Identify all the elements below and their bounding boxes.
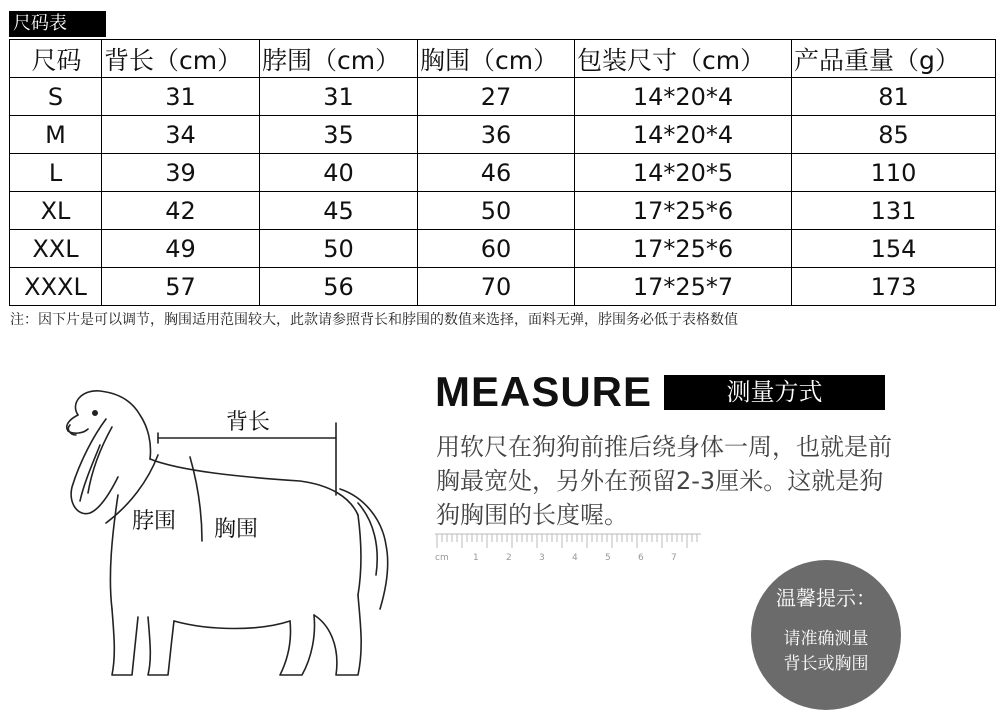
ruler-number: 1 [473, 553, 479, 563]
table-row [10, 154, 996, 192]
tip-line-2: 背长或胸围 [783, 654, 869, 674]
table-row [10, 78, 996, 116]
chest-label: 胸围 [214, 517, 259, 542]
header-weight: 产品重量（g） [792, 40, 996, 78]
cell-package: 14*20*4 [575, 78, 792, 116]
cell-size: XL [10, 192, 102, 230]
table-header-row [10, 40, 996, 78]
table-row [10, 268, 996, 306]
header-package: 包装尺寸（cm） [575, 40, 792, 78]
cell-weight: 85 [792, 116, 996, 154]
cell-chest: 36 [418, 116, 575, 154]
measure-title: MEASURE [435, 368, 653, 415]
cell-chest: 50 [418, 192, 575, 230]
ruler-number: 2 [506, 553, 512, 563]
cell-weight: 81 [792, 78, 996, 116]
ruler-icon [435, 530, 703, 568]
cell-back-length: 39 [102, 154, 260, 192]
header-back-length: 背长（cm） [102, 40, 260, 78]
cell-neck: 35 [260, 116, 418, 154]
cell-neck: 40 [260, 154, 418, 192]
cell-chest: 70 [418, 268, 575, 306]
ruler-number: 7 [671, 553, 677, 563]
header-chest: 胸围（cm） [418, 40, 575, 78]
cell-chest: 60 [418, 230, 575, 268]
measure-method-banner: 测量方式 [664, 375, 885, 410]
cell-size: XXXL [10, 268, 102, 306]
cell-size: XXL [10, 230, 102, 268]
table-row [10, 116, 996, 154]
cell-neck: 45 [260, 192, 418, 230]
cell-neck: 31 [260, 78, 418, 116]
table-row [10, 230, 996, 268]
table-row [10, 192, 996, 230]
ruler-number: 5 [605, 553, 611, 563]
tip-title: 温馨提示： [776, 586, 876, 610]
ruler-number: 3 [539, 553, 545, 563]
back-length-label: 背长 [226, 410, 271, 435]
ruler-number: 6 [638, 553, 644, 563]
cell-size: S [10, 78, 102, 116]
cell-back-length: 49 [102, 230, 260, 268]
size-table [9, 39, 996, 306]
ruler-number: 4 [572, 553, 578, 563]
table-note: 注：因下片是可以调节，胸围适用范围较大，此款请参照背长和脖围的数值来选择，面料无弹，脖围务必低于表格数值 [10, 312, 738, 328]
cell-back-length: 31 [102, 78, 260, 116]
cell-package: 17*25*6 [575, 230, 792, 268]
cell-neck: 56 [260, 268, 418, 306]
header-size: 尺码 [10, 40, 102, 78]
neck-label: 脖围 [132, 509, 177, 534]
cell-neck: 50 [260, 230, 418, 268]
cell-weight: 110 [792, 154, 996, 192]
header-neck: 脖围（cm） [260, 40, 418, 78]
cell-package: 14*20*4 [575, 116, 792, 154]
cell-weight: 173 [792, 268, 996, 306]
tip-badge [751, 560, 901, 710]
cell-size: M [10, 116, 102, 154]
size-chart-tag: 尺码表 [9, 11, 106, 37]
measure-description: 用软尺在狗狗前推后绕身体一周，也就是前胸最宽处，另外在预留2-3厘米。这就是狗狗胸围的长度喔。 [436, 433, 892, 529]
cell-chest: 46 [418, 154, 575, 192]
cell-package: 14*20*5 [575, 154, 792, 192]
cell-weight: 131 [792, 192, 996, 230]
cell-package: 17*25*7 [575, 268, 792, 306]
cell-chest: 27 [418, 78, 575, 116]
ruler-unit: cm [435, 553, 449, 563]
cell-weight: 154 [792, 230, 996, 268]
tip-line-1: 请准确测量 [783, 629, 869, 649]
cell-package: 17*25*6 [575, 192, 792, 230]
cell-size: L [10, 154, 102, 192]
cell-back-length: 42 [102, 192, 260, 230]
cell-back-length: 57 [102, 268, 260, 306]
cell-back-length: 34 [102, 116, 260, 154]
